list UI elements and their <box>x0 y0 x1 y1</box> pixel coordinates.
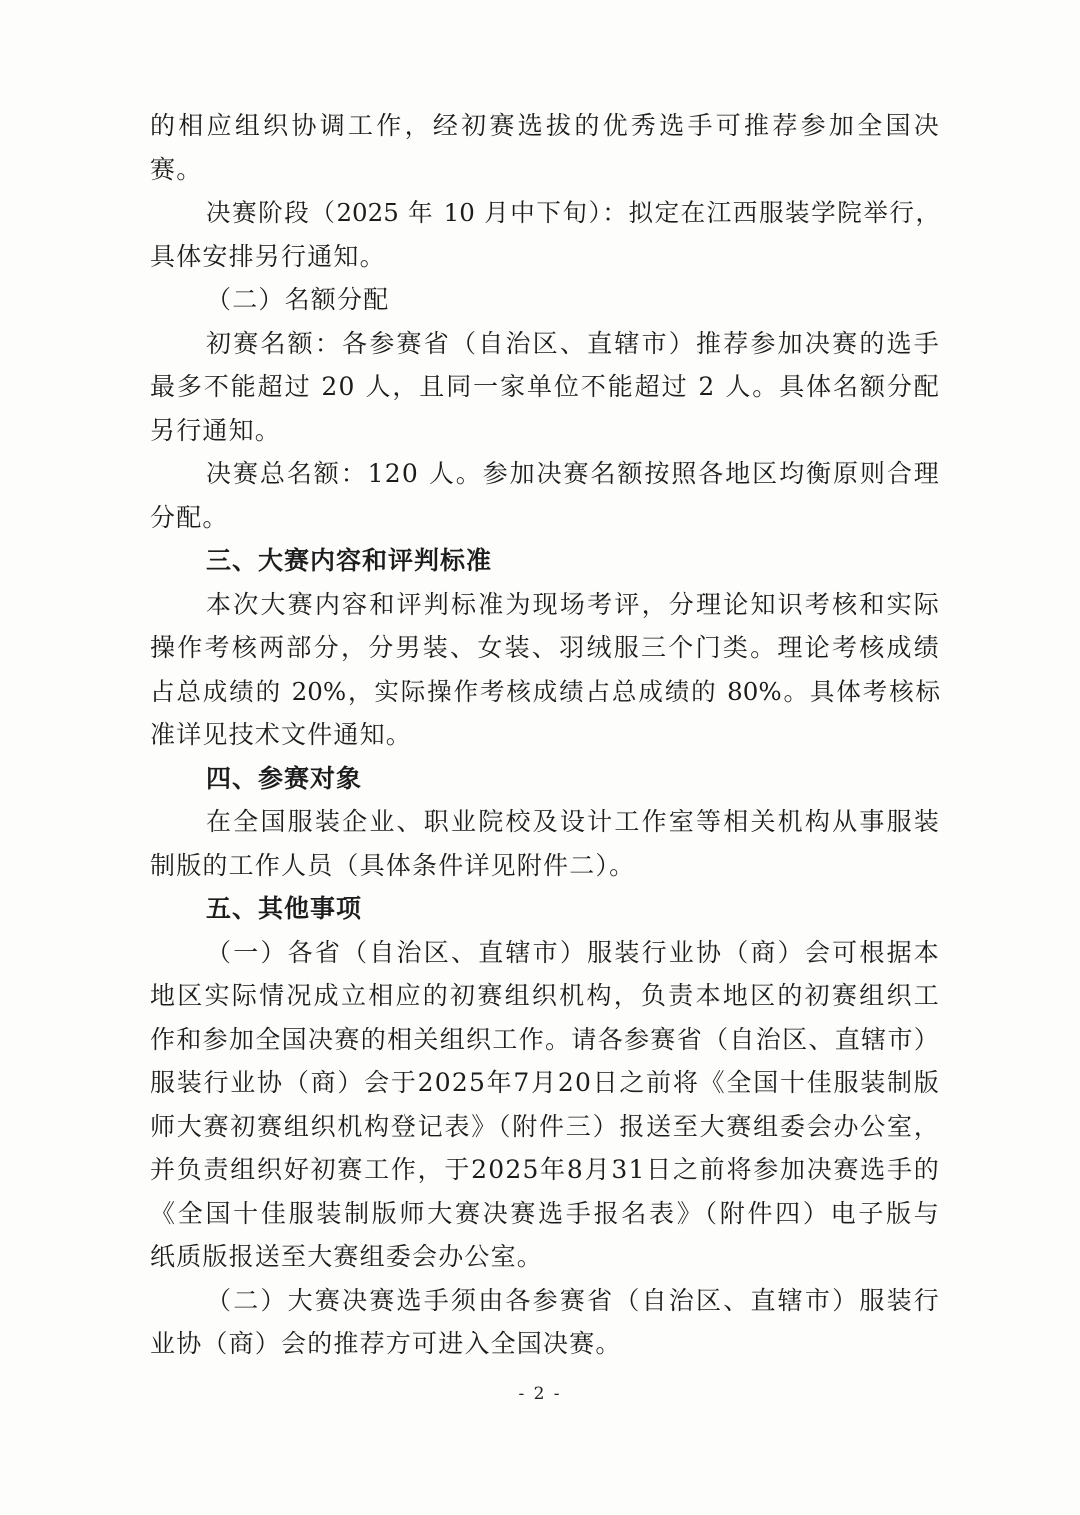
text-line: 准详见技术文件通知。 <box>150 720 413 749</box>
text-line: 并负责组织好初赛工作，于2025年8月31日之前将参加决赛选手的 <box>150 1155 940 1184</box>
section-heading: 三、大赛内容和评判标准 <box>206 546 493 575</box>
text-line: 占总成绩的 20%，实际操作考核成绩占总成绩的 80%。具体考核标 <box>150 676 940 706</box>
text-line: 决赛阶段（2025 年 10 月中下旬）：拟定在江西服装学院举行， <box>206 198 940 227</box>
text-line: 服装行业协（商）会于2025年7月20日之前将《全国十佳服装制版 <box>150 1068 940 1097</box>
page-number: - 2 - <box>518 1384 562 1404</box>
text-line: 操作考核两部分，分男装、女装、羽绒服三个门类。理论考核成绩 <box>150 633 940 662</box>
text-line: 具体安排另行通知。 <box>150 241 386 271</box>
text-line: 制版的工作人员（具体条件详见附件二）。 <box>150 850 636 880</box>
text-line: （二）大赛决赛选手须由各参赛省（自治区、直辖市）服装行 <box>206 1285 940 1315</box>
text-line: 作和参加全国决赛的相关组织工作。请各参赛省（自治区、直辖市） <box>150 1024 940 1054</box>
text-line: 本次大赛内容和评判标准为现场考评，分理论知识考核和实际 <box>206 589 940 619</box>
text-line: 决赛总名额：120 人。参加决赛名额按照各地区均衡原则合理 <box>206 459 940 488</box>
text-line: 分配。 <box>150 502 229 532</box>
text-line: 《全国十佳服装制版师大赛决赛选手报名表》（附件四）电子版与 <box>150 1198 940 1228</box>
text-line: 最多不能超过 20 人，且同一家单位不能超过 2 人。具体名额分配 <box>150 372 940 401</box>
document-body <box>150 104 940 1366</box>
text-line: 地区实际情况成立相应的初赛组织机构，负责本地区的初赛组织工 <box>150 981 940 1010</box>
text-line: 另行通知。 <box>150 415 282 445</box>
text-line: 的相应组织协调工作，经初赛选拔的优秀选手可推荐参加全国决 <box>150 111 940 140</box>
text-line: （二）名额分配 <box>206 285 390 314</box>
text-line: （一）各省（自治区、直辖市）服装行业协（商）会可根据本 <box>206 937 940 967</box>
text-line: 师大赛初赛组织机构登记表》（附件三）报送至大赛组委会办公室， <box>150 1111 940 1141</box>
section-heading: 五、其他事项 <box>206 894 363 923</box>
text-line: 业协（商）会的推荐方可进入全国决赛。 <box>150 1329 622 1358</box>
text-line: 赛。 <box>150 154 203 184</box>
text-line: 纸质版报送至大赛组委会办公室。 <box>150 1242 544 1271</box>
text-line: 在全国服装企业、职业院校及设计工作室等相关机构从事服装 <box>206 807 940 836</box>
section-heading: 四、参赛对象 <box>206 763 363 793</box>
text-line: 初赛名额：各参赛省（自治区、直辖市）推荐参加决赛的选手 <box>206 328 940 358</box>
